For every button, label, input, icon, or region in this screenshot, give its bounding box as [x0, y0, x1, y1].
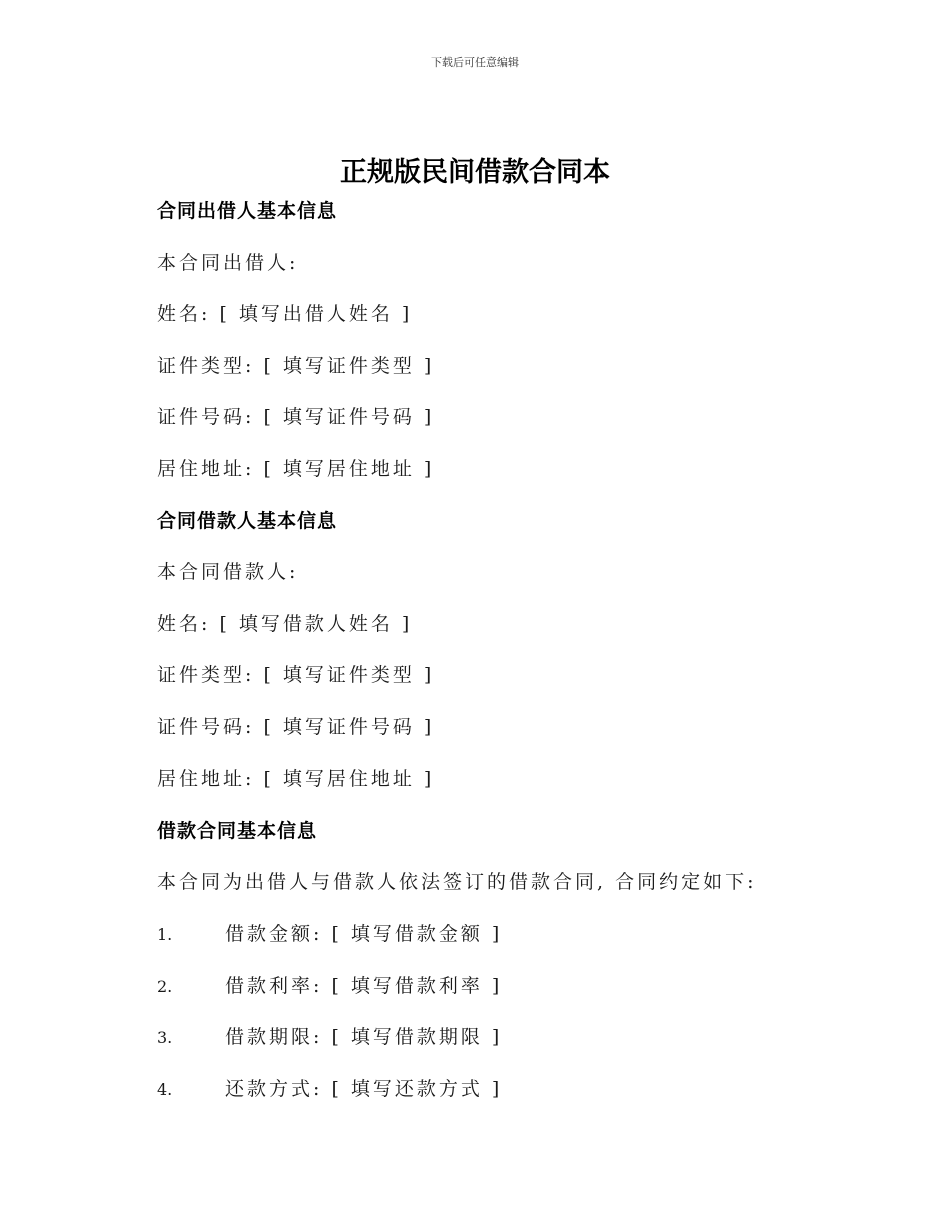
borrower-address: 居住地址: [ 填写居住地址 ] — [157, 768, 435, 790]
lender-id-number: 证件号码: [ 填写证件号码 ] — [157, 406, 435, 428]
document-title: 正规版民间借款合同本 — [340, 157, 610, 188]
list-item — [157, 922, 502, 947]
contract-intro: 本合同为出借人与借款人依法签订的借款合同, 合同约定如下: — [157, 871, 757, 893]
lender-id-type: 证件类型: [ 填写证件类型 ] — [157, 355, 435, 377]
list-item-number: 4. — [157, 1080, 173, 1099]
contract-heading: 借款合同基本信息 — [157, 820, 318, 842]
list-item-number: 3. — [157, 1028, 173, 1047]
list-item-text: 借款金额: [ 填写借款金额 ] — [225, 923, 503, 945]
list-item-number: 1. — [157, 925, 173, 944]
list-item — [157, 1077, 502, 1102]
lender-heading: 合同出借人基本信息 — [157, 200, 338, 222]
borrower-id-number: 证件号码: [ 填写证件号码 ] — [157, 716, 435, 738]
list-item-text: 还款方式: [ 填写还款方式 ] — [225, 1078, 503, 1100]
list-item-text: 借款期限: [ 填写借款期限 ] — [225, 1026, 503, 1048]
lender-name: 姓名: [ 填写出借人姓名 ] — [157, 303, 413, 325]
list-item-text: 借款利率: [ 填写借款利率 ] — [225, 975, 503, 997]
list-item-number: 2. — [157, 977, 173, 996]
header-note: 下载后可任意编辑 — [431, 56, 519, 69]
borrower-intro: 本合同借款人: — [157, 561, 299, 583]
borrower-heading: 合同借款人基本信息 — [157, 510, 338, 532]
lender-intro: 本合同出借人: — [157, 252, 299, 274]
borrower-id-type: 证件类型: [ 填写证件类型 ] — [157, 664, 435, 686]
list-item — [157, 974, 502, 999]
lender-address: 居住地址: [ 填写居住地址 ] — [157, 458, 435, 480]
list-item — [157, 1025, 502, 1050]
borrower-name: 姓名: [ 填写借款人姓名 ] — [157, 613, 413, 635]
